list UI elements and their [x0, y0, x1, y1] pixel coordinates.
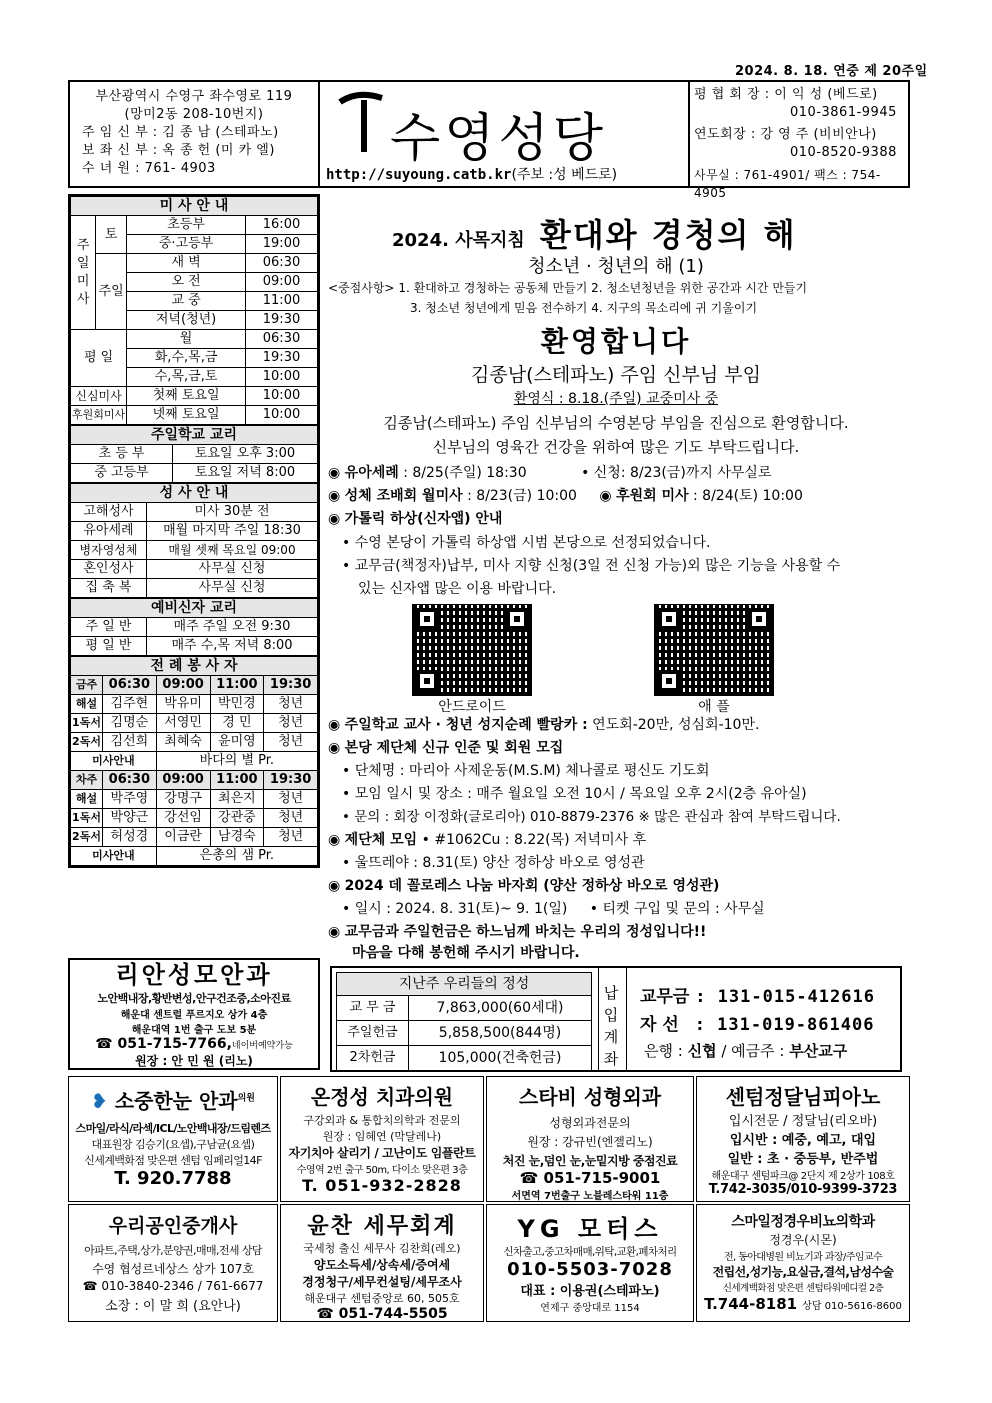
mass-time: 11:00: [246, 292, 318, 311]
special-mass-day: 넷째 토요일: [127, 406, 246, 425]
notice-offering-message-2: 마음을 다해 봉헌해 주시기 바랍니다.: [352, 945, 580, 961]
notice-bazaar: 2024 데 꼴로레스 나눔 바자회 (양산 정하상 바오로 영성관): [344, 878, 720, 894]
ad-line: 일반 : 초 · 중등부, 반주법: [727, 1152, 879, 1167]
bank-name: 신협: [687, 1042, 717, 1060]
ad-line: 자기치아 살리기 / 고난이도 임플란트: [288, 1146, 476, 1160]
ad-line: 원장 : 임혜연 (막달레나): [322, 1130, 442, 1143]
sacrament-name: 고해성사: [71, 503, 147, 522]
server-time: 19:30: [264, 676, 318, 695]
notice-bullet: • 울뜨레야 : 8.31(토) 양산 정하상 바오로 영성관: [342, 855, 645, 871]
ad-title: 온정성 치과의원: [310, 1085, 454, 1109]
pastoral-guideline-prefix: 2024. 사목지침: [392, 230, 525, 251]
mass-time: 19:30: [246, 311, 318, 330]
sunday-school-title: 주일학교 교리: [71, 426, 318, 445]
server-name: 윤미영: [210, 733, 264, 752]
target-icon: ◉: [328, 511, 345, 527]
notice-bullet: • 수영 본당이 가톨릭 하상앱 시범 본당으로 선정되었습니다.: [342, 535, 711, 551]
server-name: 서영민: [156, 714, 210, 733]
account-label: 교무금: [640, 987, 690, 1007]
offering-amount: 7,863,000(60세대): [409, 996, 592, 1021]
notice-supporters-mass: 후원회 미사: [616, 488, 689, 504]
server-time: 09:00: [156, 771, 210, 790]
address-line: 부산광역시 수영구 좌수영로 119: [95, 89, 293, 104]
ad-onjungsung-dental: [280, 1076, 484, 1202]
yeondo-president: 연도회장 : 강 영 주 (비비안나): [694, 127, 877, 142]
ad-note: 네이버예약가능: [231, 1041, 293, 1051]
account-number: : 131-015-412616: [695, 987, 875, 1007]
server-name: 김선희: [103, 733, 157, 752]
sub-theme: 청소년 · 청년의 해 (1): [528, 256, 704, 277]
convent: 수 녀 원 : 761- 4903: [82, 161, 216, 176]
school-grade: 초 등 부: [71, 445, 173, 464]
special-mass-day: 첫째 토요일: [127, 387, 246, 406]
contacts: [694, 86, 908, 202]
sacrament-time: 미사 30분 전: [147, 503, 318, 522]
offering-amount: 105,000(건축헌금): [409, 1046, 592, 1071]
notice-text: : 8/25(주일) 18:30: [403, 465, 527, 481]
ad-line: 스마일/라식/라섹/ICL/노안백내장/드림렌즈: [75, 1122, 271, 1135]
focus-line-1: 1. 환대하고 경청하는 공동체 만들기 2. 청소년청년을 위한 공간과 시간 만들기: [398, 281, 808, 295]
ad-line: 해운대 센트럴 푸르지오 상가 4층: [120, 1010, 268, 1021]
assistant-pastor: 보 좌 신 부 : 옥 종 헌 (미 카 엘): [82, 143, 275, 158]
liturgy-servers: [70, 656, 318, 866]
mass-name: 중·고등부: [127, 235, 246, 254]
target-icon: ◉: [328, 740, 345, 756]
ad-title: 윤찬 세무회계: [307, 1214, 457, 1239]
server-name: 박주영: [103, 790, 157, 809]
account-side-label: 납입계좌: [603, 984, 619, 1068]
ad-sojunghannun-eye: [68, 1076, 278, 1202]
mass-guide-group: 은총의 샘 Pr.: [156, 847, 317, 866]
notice-infant-baptism: 유아세례: [344, 465, 399, 481]
welcome-ceremony: 환영식 : 8.18.(주일) 교중미사 중: [513, 391, 719, 407]
sunday-school: [70, 425, 318, 483]
server-name: 김주현: [103, 695, 157, 714]
main-content: [322, 194, 910, 964]
ad-starbi-plastic-surgery: [486, 1076, 694, 1202]
mass-time: 06:30: [246, 254, 318, 273]
left-column: [68, 194, 320, 868]
sunday-mass-label: 주일미사: [71, 216, 96, 330]
ad-centum-piano: [696, 1076, 910, 1202]
ad-phone: 051-715-9001: [543, 1169, 661, 1187]
offering-amount: 5,858,500(844명): [409, 1021, 592, 1046]
focus-label: <중점사항>: [328, 281, 395, 295]
ad-phone: 010-5503-7028: [507, 1259, 673, 1280]
sunday-label: 주일: [96, 254, 127, 330]
notice-hasang-app: 가톨릭 하상(신자앱) 안내: [344, 511, 503, 527]
mass-time: 19:30: [246, 349, 318, 368]
qr-code-android[interactable]: [412, 604, 532, 696]
ad-line: 처진 눈,덤인 눈,눈밑지방 중점진료: [502, 1154, 678, 1168]
mass-name: 저녁(청년): [127, 311, 246, 330]
ad-line: 성형외과전문의: [549, 1116, 631, 1130]
catechumen: [70, 598, 318, 656]
mass-guide-label: 미사안내: [71, 847, 157, 866]
ad-phone: T.742-3035/010-9399-3723: [708, 1182, 898, 1197]
ad-line: 국세청 출신 세무사 김찬희(레오): [303, 1242, 461, 1255]
offering-type: 2차헌금: [337, 1046, 409, 1071]
server-name: 박민경: [210, 695, 264, 714]
school-grade: 중 고등부: [71, 464, 173, 483]
president-phone: 010-3861-9945: [790, 105, 897, 120]
server-name: 강관중: [210, 809, 264, 828]
class-name: 주 일 반: [71, 618, 147, 637]
ad-line: 서면역 7번출구 노블레스타워 11층: [511, 1191, 669, 1202]
ad-line: 상담 010-5616-8600: [802, 1301, 902, 1312]
servers-title: 전 례 봉 사 자: [71, 657, 318, 676]
server-name: 최혜숙: [156, 733, 210, 752]
notice-bullet: • 교무금(책정자)납부, 미사 지향 신청(3일 전 신청 가능)외 많은 기능을 사용할 수: [342, 558, 841, 574]
mass-name: 오 전: [127, 273, 246, 292]
ad-title: 센텀정달님피아노: [725, 1085, 881, 1109]
server-name: 이금란: [156, 828, 210, 847]
sacrament-time: 사무실 신청: [147, 560, 318, 579]
phone-icon: ☎: [519, 1169, 544, 1187]
sacraments: [70, 483, 318, 598]
issue-date: 2024. 8. 18. 연중 제 20주일: [735, 64, 928, 79]
ad-line: 연제구 중앙대로 1154: [540, 1303, 640, 1314]
ad-line: 해운대역 1번 출구 도보 5분: [131, 1025, 257, 1036]
parish-url[interactable]: http://suyoung.catb.kr: [326, 167, 512, 183]
parish-info: [74, 88, 314, 178]
address-detail: (망미2동 208-10번지): [124, 107, 264, 122]
sacrament-name: 집 축 복: [71, 579, 147, 598]
notice-pilgrimage-donation: 주일학교 교사 · 청년 성지순례 빨랑카 :: [344, 717, 588, 733]
target-icon: ◉: [328, 488, 345, 504]
target-icon: ◉: [328, 924, 345, 940]
server-role: 해설: [71, 790, 103, 809]
server-name: 청년: [264, 695, 318, 714]
notice-bullet: • 티켓 구입 및 문의 : 사무실: [589, 901, 765, 917]
ad-line: 수영역 2번 출구 50m, 다이소 맞은편 3층: [296, 1165, 468, 1176]
ad-phone: T.744-8181: [704, 1295, 798, 1313]
mass-guide-group: 바다의 별 Pr.: [156, 752, 317, 771]
class-time: 매주 주일 오전 9:30: [147, 618, 318, 637]
ad-yunchan-tax: [280, 1204, 484, 1322]
notice-group-meetings: 제단체 모임: [344, 832, 418, 848]
server-name: 최은지: [210, 790, 264, 809]
notice-adoration-mass: 성체 조배회 월미사: [344, 488, 463, 504]
sacraments-title: 성 사 안 내: [71, 484, 318, 503]
target-icon: ◉: [328, 465, 345, 481]
phone-icon: ☎: [316, 1306, 339, 1322]
server-time: 09:00: [156, 676, 210, 695]
ad-mark: 의원: [237, 1093, 255, 1104]
mass-name: 교 중: [127, 292, 246, 311]
eye-drop-icon: ❥: [90, 1089, 115, 1113]
notice-bullet: • 단체명 : 마리아 사제운동(M.S.M) 체나콜로 평신도 기도회: [342, 763, 710, 779]
ad-phone: 051-744-5505: [338, 1306, 448, 1322]
target-icon: ◉: [328, 832, 345, 848]
sacrament-time: 사무실 신청: [147, 579, 318, 598]
server-time: 11:00: [210, 771, 264, 790]
sacrament-name: 유아세례: [71, 522, 147, 541]
ad-line: 신세계백화점 맞은편 센텀타워메디컬 2층: [722, 1283, 884, 1294]
account-number: : 131-019-861406: [694, 1015, 875, 1035]
ad-line: 입시반 : 예중, 예고, 대입: [729, 1133, 877, 1148]
mass-time: 10:00: [246, 368, 318, 387]
server-name: 김명순: [103, 714, 157, 733]
notice-bullet: • 일시 : 2024. 8. 31(토)~ 9. 1(일): [342, 901, 568, 917]
mass-time: 19:00: [246, 235, 318, 254]
target-icon: ◉: [328, 878, 345, 894]
bulletin-patron: (주보 :성 베드로): [511, 167, 618, 183]
president: 평 협 회 장 : 이 익 성 (베드로): [694, 87, 878, 102]
ad-line: 전립선,성기능,요실금,결석,남성수술: [712, 1265, 894, 1279]
mass-schedule: [70, 196, 318, 425]
qr-code-apple[interactable]: [654, 604, 774, 696]
ad-lian-eye-clinic: [68, 958, 320, 1070]
qr-label-android: 안드로이드: [438, 699, 506, 715]
ad-line: 입시전문 / 정달님(리오바): [728, 1114, 878, 1129]
week-label: 차주: [71, 771, 103, 790]
notice-text: : 8/23(금) 10:00: [467, 488, 577, 504]
server-name: 청년: [264, 790, 318, 809]
account-label: 자 선: [640, 1015, 679, 1035]
ad-line: 수영 협성르네상스 상가 107호: [92, 1262, 254, 1276]
target-icon: ◉: [599, 488, 617, 504]
notice-new-group: 본당 제단체 신규 인준 및 회원 모집: [344, 740, 564, 756]
server-name: 강명구: [156, 790, 210, 809]
welcome-text-2: 신부님의 영육간 건강을 위하여 많은 기도 부탁드립니다.: [432, 438, 800, 456]
header-box: [68, 80, 910, 200]
ad-line: 원장 : 안 민 원 (리노): [135, 1054, 253, 1068]
sacrament-name: 병자영성체: [71, 541, 147, 560]
phone-icon: ☎: [82, 1279, 102, 1293]
qr-label-apple: 애 플: [698, 699, 730, 715]
mass-name: 화,수,목,금: [127, 349, 246, 368]
sacrament-name: 혼인성사: [71, 560, 147, 579]
ad-title: 리안성모안과: [115, 961, 273, 989]
ad-line: 소장 : 이 말 희 (요안나): [105, 1299, 241, 1314]
ad-yg-motors: [486, 1204, 694, 1322]
welcome-text-1: 김종남(스테파노) 주임 신부님의 수영본당 부임을 진심으로 환영합니다.: [383, 414, 849, 432]
server-role: 2독서: [71, 733, 103, 752]
notice-text: 연도회-20만, 성심회-10만.: [592, 717, 760, 733]
ad-line: 구강외과 & 통합치의학과 전문의: [303, 1114, 461, 1127]
phone-icon: ☎: [95, 1036, 118, 1052]
mass-guide-label: 미사안내: [71, 752, 157, 771]
special-mass-time: 10:00: [246, 387, 318, 406]
ad-line: 정경우(시몬): [769, 1233, 837, 1247]
yeondo-phone: 010-8520-9388: [790, 145, 897, 160]
ad-line: 경정청구/세무컨설팅/세무조사: [302, 1275, 462, 1289]
holder-label: / 예금주 :: [721, 1042, 785, 1060]
mass-name: 수,목,금,토: [127, 368, 246, 387]
notice-text: • 신청: 8/23(금)까지 사무실로: [581, 465, 772, 481]
school-time: 토요일 오후 3:00: [173, 445, 318, 464]
mass-time: 16:00: [246, 216, 318, 235]
welcome-subtitle: 김종남(스테파노) 주임 신부님 부임: [471, 364, 761, 386]
mass-name: 초등부: [127, 216, 246, 235]
ad-line: 노안백내장,황반변성,안구건조증,소아진료: [97, 992, 291, 1005]
ad-line: 양도소득세/상속세/증여세: [313, 1258, 451, 1272]
sacrament-time: 매월 마지막 주일 18:30: [147, 522, 318, 541]
notice-bullet: • 모임 일시 및 장소 : 매주 월요일 오전 10시 / 목요일 오후 2시(2층 유아실): [342, 786, 807, 802]
notice-text: • #1062Cu : 8.22(목) 저녁미사 후: [421, 832, 647, 848]
ad-line: 전, 동아대병원 비뇨기과 과장/주임교수: [723, 1252, 883, 1263]
mass-time: 09:00: [246, 273, 318, 292]
ad-uri-realty: [68, 1204, 278, 1322]
server-time: 19:30: [264, 771, 318, 790]
logo-title: 수영성당: [390, 109, 607, 169]
ad-phone: T. 920.7788: [114, 1168, 232, 1189]
server-name: 청년: [264, 714, 318, 733]
ad-line: 해운대구 센텀중앙로 60, 505호: [304, 1292, 460, 1305]
server-name: 박유미: [156, 695, 210, 714]
server-role: 2독서: [71, 828, 103, 847]
server-time: 06:30: [103, 771, 157, 790]
ad-title: 스타비 성형외과: [518, 1085, 662, 1109]
offering-box: [330, 966, 902, 1072]
ad-phone: 010-3840-2346 / 761-6677: [101, 1279, 264, 1293]
sacrament-time: 매월 셋째 목요일 09:00: [147, 541, 318, 560]
parish-logo-icon: [336, 90, 388, 156]
server-role: 1독서: [71, 809, 103, 828]
notice-bullet: • 문의 : 회장 이정화(글로리아) 010-8879-2376 ※ 많은 관심과 참여 부탁드립니다.: [342, 809, 841, 825]
server-name: 경 민: [210, 714, 264, 733]
offering-type: 교 무 금: [337, 996, 409, 1021]
ad-line: 대표 : 이용권(스테파노): [520, 1284, 660, 1299]
server-name: 강선임: [156, 809, 210, 828]
offering-title: 지난주 우리들의 정성: [337, 973, 592, 996]
saturday-label: 토: [96, 216, 127, 254]
ad-title: 소중한눈 안과: [114, 1089, 238, 1113]
class-name: 평 일 반: [71, 637, 147, 656]
catechumen-title: 예비신자 교리: [71, 599, 318, 618]
ad-line: 해운대구 센텀파크@ 2단지 제 2상가 108호: [711, 1171, 895, 1182]
ad-title: 우리공인중개사: [108, 1215, 238, 1237]
school-time: 토요일 저녁 8:00: [173, 464, 318, 483]
mass-time: 06:30: [246, 330, 318, 349]
mass-title: 미 사 안 내: [71, 197, 318, 216]
pastor: 주 임 신 부 : 김 종 남 (스테파노): [82, 125, 279, 140]
offering-table: [336, 972, 592, 1071]
notice-offering-message: 교무금과 주일헌금은 하느님께 바치는 우리의 정성입니다!!: [344, 924, 707, 940]
ad-line: 신세계백화점 맞은편 센텀 임페리얼14F: [84, 1154, 262, 1167]
mass-name: 새 벽: [127, 254, 246, 273]
server-time: 11:00: [210, 676, 264, 695]
ad-line: 원장 : 강규빈(엔젤리노): [527, 1135, 653, 1149]
server-name: 청년: [264, 809, 318, 828]
ad-phone: 051-715-7766,: [117, 1036, 232, 1052]
special-mass-name: 신심미사: [71, 387, 127, 406]
server-role: 해설: [71, 695, 103, 714]
server-time: 06:30: [103, 676, 157, 695]
mass-name: 월: [127, 330, 246, 349]
office-phone: 사무실 : 761-4901/ 팩스 : 754-4905: [694, 168, 881, 200]
server-name: 청년: [264, 828, 318, 847]
notice-bullet: 있는 신자앱 많은 이용 바랍니다.: [358, 581, 557, 597]
ad-title: YG 모터스: [517, 1215, 663, 1243]
offering-type: 주일헌금: [337, 1021, 409, 1046]
target-icon: ◉: [328, 717, 345, 733]
ad-line: 신차출고,중고차매매,위탁,교환,폐차처리: [503, 1246, 677, 1258]
focus-line-2: 3. 청소년 청년에게 믿음 전수하기 4. 지구의 목소리에 귀 기울이기: [410, 301, 758, 315]
ad-jungkyungwoo-urology: [696, 1204, 910, 1322]
ad-title: 스마일정경우비뇨의학과: [731, 1214, 875, 1230]
server-name: 허성경: [103, 828, 157, 847]
ad-phone: T. 051-932-2828: [302, 1176, 462, 1195]
ad-line: 대표원장 김승기(요셉),구남균(요셉): [91, 1138, 255, 1151]
ad-line: 아파트,주택,상가,분양권,매매,전세 상담: [84, 1244, 262, 1257]
account-holder: 부산교구: [789, 1042, 848, 1060]
bank-label: 은행 :: [644, 1042, 683, 1060]
server-name: 남경숙: [210, 828, 264, 847]
notice-text: : 8/24(토) 10:00: [693, 488, 803, 504]
server-name: 박양근: [103, 809, 157, 828]
server-name: 청년: [264, 733, 318, 752]
year-theme: 환대와 경청의 해: [539, 216, 797, 254]
server-role: 1독서: [71, 714, 103, 733]
class-time: 매주 수,목 저녁 8:00: [147, 637, 318, 656]
weekday-label: 평 일: [71, 330, 127, 387]
special-mass-name: 후원회미사: [71, 406, 127, 425]
week-label: 금주: [71, 676, 103, 695]
special-mass-time: 10:00: [246, 406, 318, 425]
welcome-title: 환영합니다: [540, 325, 692, 358]
